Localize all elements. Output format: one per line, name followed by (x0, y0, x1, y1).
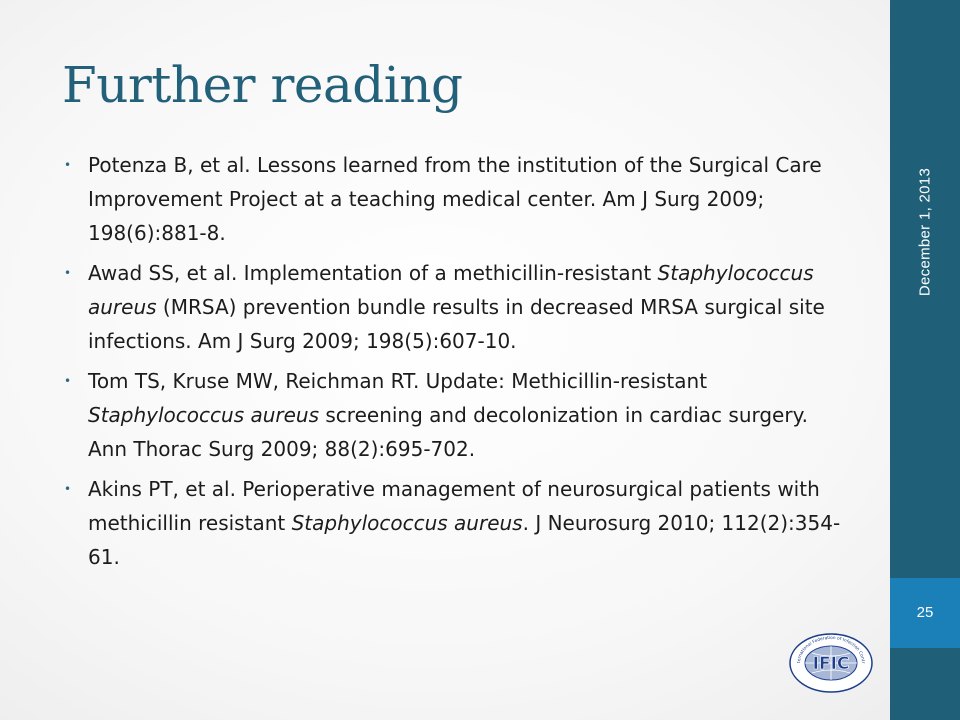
bullet-icon: • (64, 158, 72, 172)
reference-text-end: screening and decolonization in cardiac surgery. Ann Thorac Surg 2009; 88(2):695-702. (88, 403, 808, 461)
reference-text: Tom TS, Kruse MW, Reichman RT. Update: Methicillin-resistant (88, 369, 708, 393)
list-item (62, 148, 842, 250)
page-number-box (890, 578, 960, 648)
reference-list (62, 148, 842, 580)
list-item (62, 256, 842, 358)
reference-text-end: (MRSA) prevention bundle results in decreased MRSA surgical site infections. Am J Surg 2009; 198(5):607-10. (88, 295, 825, 353)
page-number: 25 (916, 604, 934, 621)
bullet-icon: • (64, 482, 72, 496)
list-item (62, 364, 842, 466)
logo-ring-text: ternational Federation of Infection Contr (796, 635, 866, 664)
bullet-icon: • (64, 374, 72, 388)
reference-italic: Staphylococcus aureus (88, 403, 320, 427)
reference-text-end: . J Neurosurg 2010; 112(2):354-61. (88, 511, 841, 569)
slide-title: Further reading (62, 56, 463, 114)
reference-text: Akins PT, et al. Perioperative management of neurosurgical patients with methicillin resistant (88, 477, 820, 535)
slide-date: December 1, 2013 (916, 167, 934, 297)
bullet-icon: • (64, 266, 72, 280)
logo-text: IFIC (812, 654, 850, 674)
reference-text: Potenza B, et al. Lessons learned from the institution of the Surgical Care Improvement Project at a teaching medical center. Am J Surg 2009; 198(6):881-8. (88, 153, 822, 245)
ific-logo (788, 632, 874, 694)
reference-text: Awad SS, et al. Implementation of a methicillin-resistant (88, 261, 658, 285)
reference-italic: Staphylococcus aureus (88, 261, 814, 319)
list-item (62, 472, 842, 574)
reference-italic: Staphylococcus aureus (291, 511, 523, 535)
